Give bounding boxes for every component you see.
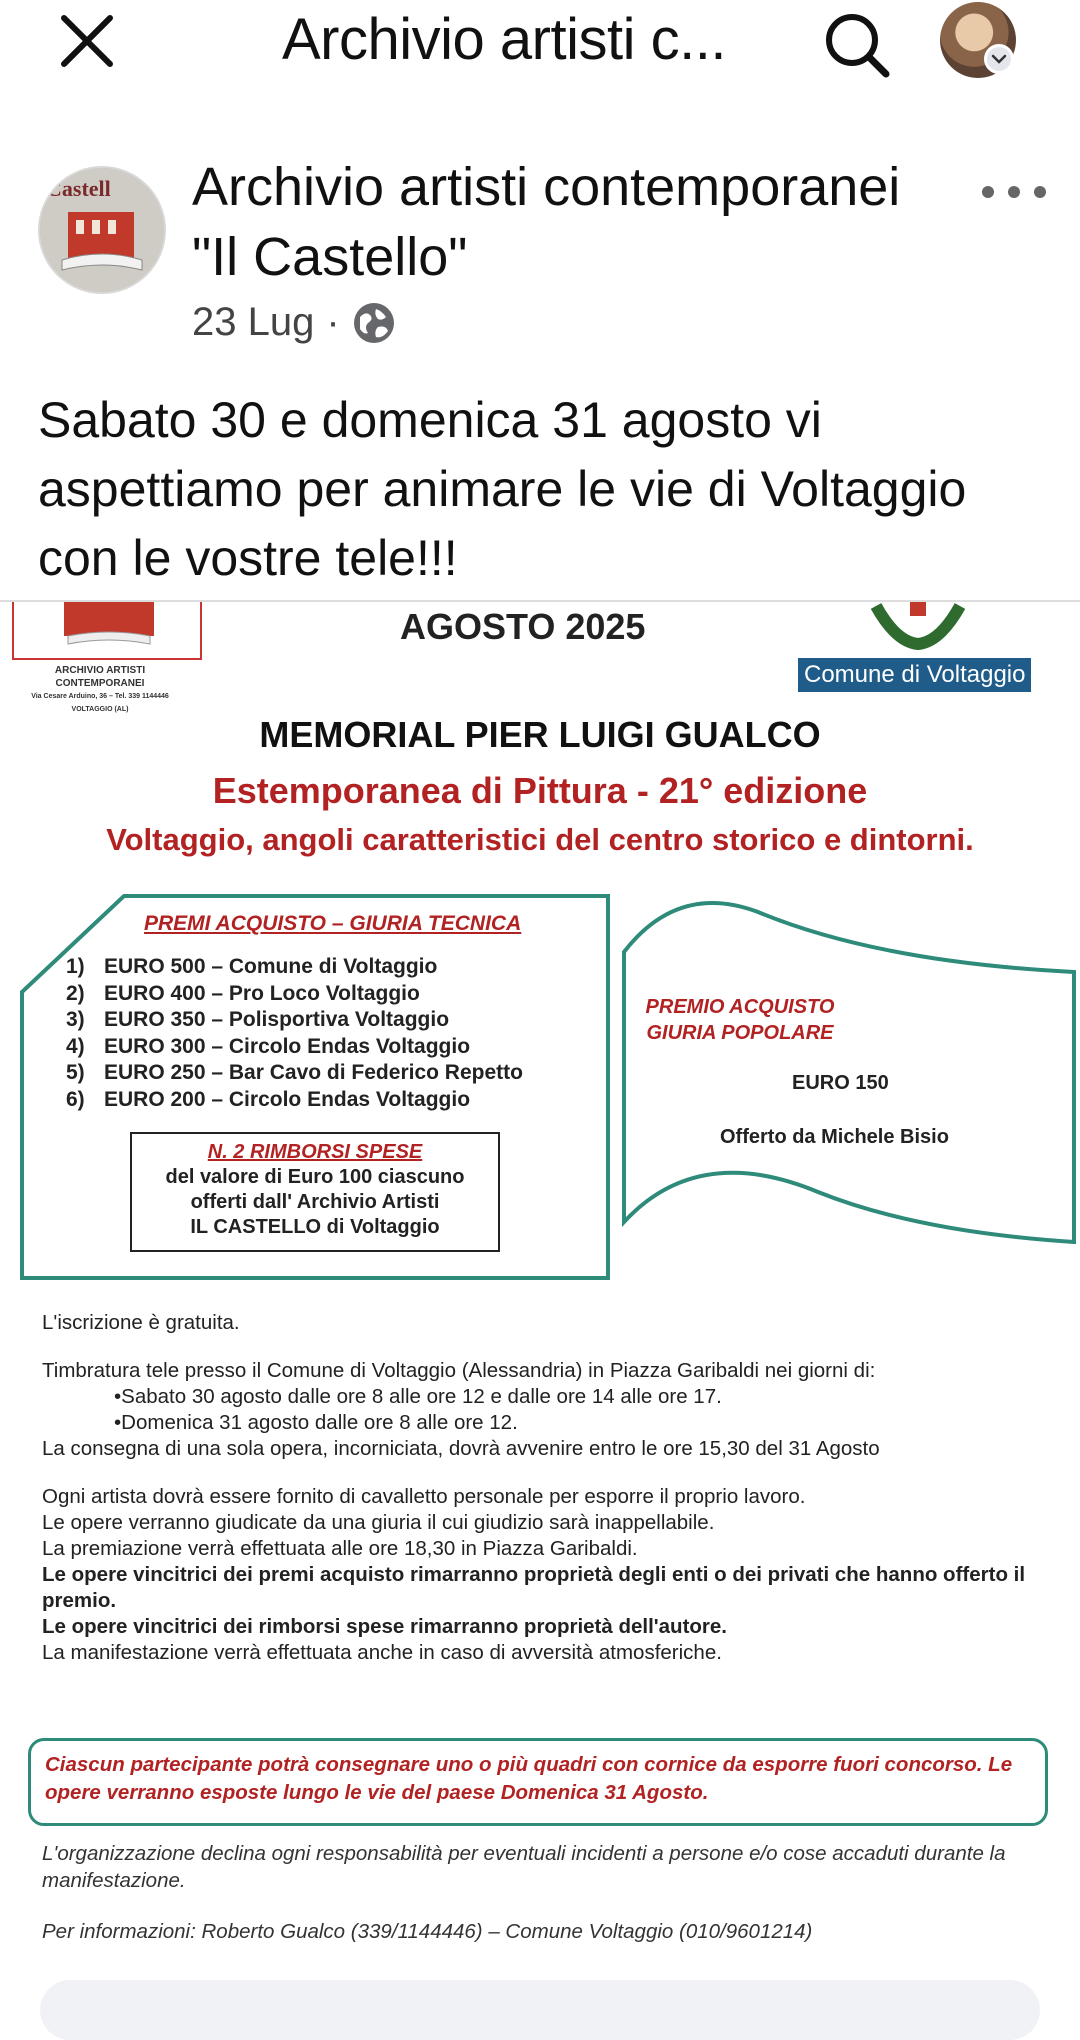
meta-separator: ·	[326, 300, 340, 344]
rimborsi-box: N. 2 RIMBORSI SPESE del valore di Euro 100 ciascuno offerti dall' Archivio Artisti IL CASTELLO di Voltaggio	[130, 1132, 500, 1252]
post-meta	[192, 300, 396, 345]
comment-bar[interactable]	[40, 1980, 1040, 2040]
more-options-button[interactable]	[982, 178, 1080, 208]
post-image[interactable]	[0, 600, 1080, 1952]
close-icon	[58, 12, 116, 70]
flyer-notice: Ciascun partecipante potrà consegnare uno o più quadri con cornice da esporre fuori concorso. Le opere verranno esposte lungo le vie del paese Domenica 31 Agosto.	[28, 1738, 1048, 1826]
giuria-popolare-title: PREMIO ACQUISTO GIURIA POPOLARE	[645, 996, 835, 1044]
globe-icon	[352, 301, 396, 345]
prize-item: 6) EURO 200 – Circolo Endas Voltaggio	[66, 1087, 471, 1111]
prize-item: 4) EURO 300 – Circolo Endas Voltaggio	[66, 1034, 471, 1058]
logo-text: Castell	[46, 176, 111, 201]
top-bar	[0, 0, 1080, 84]
giuria-popolare-sponsor: Offerto da Michele Bisio	[720, 1126, 949, 1148]
flyer-logo	[12, 602, 202, 660]
search-button[interactable]	[820, 10, 896, 80]
page-title: Archivio artisti c...	[282, 7, 726, 72]
prize-item: 1) EURO 500 – Comune di Voltaggio	[66, 955, 438, 978]
castle-logo-icon	[40, 168, 164, 292]
page-avatar[interactable]	[38, 166, 166, 294]
account-menu-button[interactable]	[984, 44, 1014, 74]
more-icon	[982, 178, 1080, 208]
flyer-subtitle: Voltaggio, angoli caratteristici del centro storico e dintorni.	[106, 822, 974, 857]
flyer-contact-info: Per informazioni: Roberto Gualco (339/1144446) – Comune Voltaggio (010/9601214)	[42, 1920, 813, 1943]
flyer-memorial: MEMORIAL PIER LUIGI GUALCO	[259, 714, 821, 755]
page-name-link[interactable]: Archivio artisti contemporanei "Il Castello"	[192, 157, 901, 287]
comune-emblem-icon	[866, 602, 970, 650]
flyer-disclaimer: L'organizzazione declina ogni responsabilità per eventuali incidenti a persone e/o cose accaduti durante la manifestazione.	[42, 1842, 1006, 1892]
flyer-archivio: ARCHIVIO ARTISTI CONTEMPORANEI Via Cesare Arduino, 36 – Tel. 339 1144446 VOLTAGGIO (AL)	[31, 665, 169, 713]
giuria-popolare-amount: EURO 150	[792, 1072, 889, 1094]
flyer-month: AGOSTO 2025	[400, 606, 646, 647]
giuria-tecnica-title: PREMI ACQUISTO – GIURIA TECNICA	[144, 912, 522, 935]
post-date[interactable]: 23 Lug	[192, 300, 315, 344]
prize-list	[66, 954, 523, 1113]
flyer-comune: Comune di Voltaggio	[798, 658, 1031, 692]
chevron-down-icon	[987, 47, 1011, 71]
post-text: Sabato 30 e domenica 31 agosto vi aspettiamo per animare le vie di Voltaggio con le vostre tele!!!	[38, 392, 967, 586]
flyer-rules: L'iscrizione è gratuita. Timbratura tele presso il Comune di Voltaggio (Alessandria) in Piazza Garibaldi nei giorni di: •Sabato 30 agosto dalle ore 8 alle ore 12 e dalle ore 14 alle ore 17. •Domenica 31 agosto dalle ore 8 alle ore 12. La consegna di una sola opera, incorniciata, dovrà avvenire entro le ore 15,30 del 31 Agosto Ogni artista dovrà essere fornito di cavalletto personale per esporre il proprio lavoro. Le opere verranno giudicate da una giuria il cui giudizio sarà inappellabile. La premiazione verrà effettuata alle ore 18,30 in Piazza Garibaldi. Le opere vincitrici dei premi acquisto rimarranno proprietà degli enti o dei privati che hanno offerto il premio. Le opere vincitrici dei rimborsi spese rimarranno proprietà dell'autore. La manifestazione verrà effettuata anche in caso di avversità atmosferiche.	[42, 1311, 1026, 1664]
prize-item: 5) EURO 250 – Bar Cavo di Federico Repetto	[66, 1061, 523, 1084]
close-button[interactable]	[58, 12, 116, 70]
prize-item: 3) EURO 350 – Polisportiva Voltaggio	[66, 1008, 450, 1031]
prize-item: 2) EURO 400 – Pro Loco Voltaggio	[66, 981, 420, 1005]
search-icon	[820, 10, 896, 80]
flyer-estemporanea: Estemporanea di Pittura - 21° edizione	[212, 770, 868, 811]
